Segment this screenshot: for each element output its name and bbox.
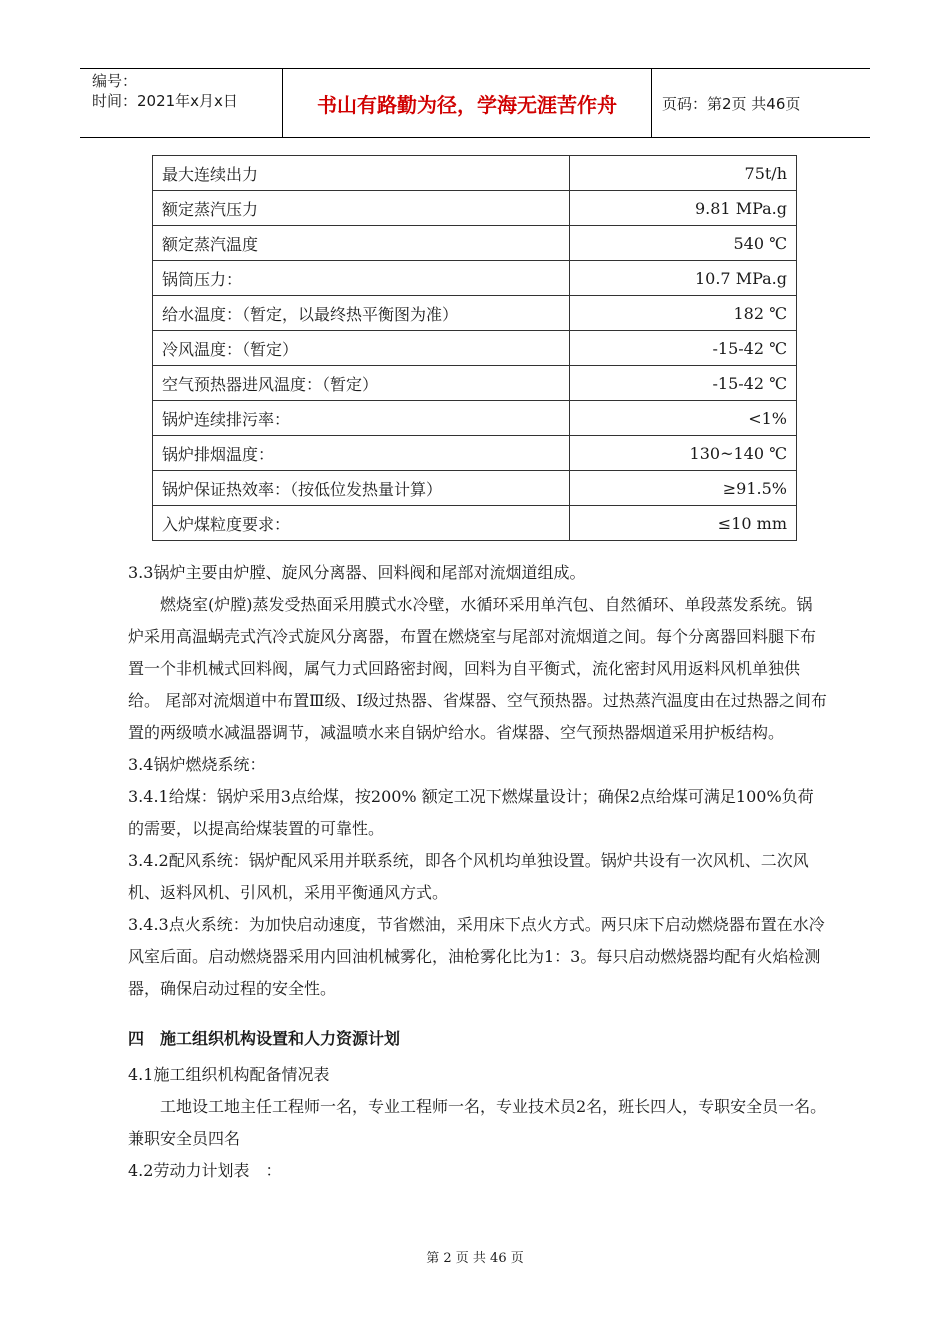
param-value: <1% xyxy=(570,401,797,436)
param-value: ≥91.5% xyxy=(570,471,797,506)
param-label: 冷风温度：（暂定） xyxy=(153,331,570,366)
page-header xyxy=(80,68,870,138)
table-row xyxy=(153,436,797,471)
param-label: 最大连续出力 xyxy=(153,156,570,191)
param-label: 入炉煤粒度要求： xyxy=(153,506,570,541)
param-label: 空气预热器进风温度：（暂定） xyxy=(153,366,570,401)
section-3-4-2: 3.4.2配风系统：锅炉配风采用并联系统，即各个风机均单独设置。锅炉共设有一次风机、二次风机、返料风机、引风机，采用平衡通风方式。 xyxy=(128,851,809,902)
param-value: ≤10 mm xyxy=(570,506,797,541)
header-page-info: 页码：第2页 共46页 xyxy=(662,94,801,113)
param-label: 给水温度：（暂定，以最终热平衡图为准） xyxy=(153,296,570,331)
section-4-1: 4.1施工组织机构配备情况表 xyxy=(128,1065,330,1084)
section-3-4-1: 3.4.1给煤：锅炉采用3点给煤，按200% 额定工况下燃煤量设计；确保2点给煤可满足100%负荷的需要，以提高给煤装置的可靠性。 xyxy=(128,787,814,838)
section-3-4-3: 3.4.3点火系统：为加快启动速度，节省燃油，采用床下点火方式。两只床下启动燃烧器布置在水冷风室后面。启动燃烧器采用内回油机械雾化，油枪雾化比为1：3。每只启动燃烧器均配有火焰检测器，确保启动过程的安全性。 xyxy=(128,915,825,998)
param-label: 锅炉连续排污率： xyxy=(153,401,570,436)
table-row xyxy=(153,331,797,366)
param-value: -15-42 ℃ xyxy=(570,366,797,401)
param-value: 75t/h xyxy=(570,156,797,191)
chapter-4-heading: 四 施工组织机构设置和人力资源计划 xyxy=(128,1029,401,1048)
param-label: 锅筒压力： xyxy=(153,261,570,296)
document-date: 时间：2021年x月x日 xyxy=(92,92,238,110)
param-value: 10.7 MPa.g xyxy=(570,261,797,296)
param-value: 182 ℃ xyxy=(570,296,797,331)
paragraph-4-1: 工地设工地主任工程师一名，专业工程师一名，专业技术员2名，班长四人，专职安全员一名。兼职安全员四名 xyxy=(128,1097,827,1148)
page-footer: 第 2 页 共 46 页 xyxy=(426,1251,524,1266)
table-row xyxy=(153,401,797,436)
paragraph-3-3: 燃烧室(炉膛)蒸发受热面采用膜式水冷壁，水循环采用单汽包、自然循环、单段蒸发系统。锅炉采用高温蜗壳式汽冷式旋风分离器，布置在燃烧室与尾部对流烟道之间。每个分离器回料腿下布置一个非机械式回料阀，属气力式回路密封阀，回料为自平衡式，流化密封风用返料风机单独供给。 尾部对流烟道中布置Ⅲ级、Ⅰ级过热器、省煤器、空气预热器。过热蒸汽温度由在过热器之间布置的两级喷水减温器调节，减温喷水来自锅炉给水。省煤器、空气预热器烟道采用护板结构。 xyxy=(128,595,827,742)
boiler-parameters-table xyxy=(152,155,797,541)
param-label: 锅炉排烟温度： xyxy=(153,436,570,471)
param-value: -15-42 ℃ xyxy=(570,331,797,366)
section-3-4: 3.4锅炉燃烧系统： xyxy=(128,755,266,774)
header-motto: 书山有路勤为径，学海无涯苦作舟 xyxy=(282,69,652,137)
section-3-3: 3.3锅炉主要由炉膛、旋风分离器、回料阀和尾部对流烟道组成。 xyxy=(128,563,586,582)
header-meta xyxy=(80,69,282,137)
param-value: 540 ℃ xyxy=(570,226,797,261)
table-row xyxy=(153,296,797,331)
table-row xyxy=(153,226,797,261)
table-row xyxy=(153,191,797,226)
table-row xyxy=(153,261,797,296)
document-number-label: 编号： xyxy=(92,72,138,90)
param-label: 额定蒸汽压力 xyxy=(153,191,570,226)
table-row xyxy=(153,506,797,541)
document-body xyxy=(128,557,828,1187)
param-value: 130~140 ℃ xyxy=(570,436,797,471)
param-label: 额定蒸汽温度 xyxy=(153,226,570,261)
table-row xyxy=(153,156,797,191)
table-row xyxy=(153,366,797,401)
param-label: 锅炉保证热效率：（按低位发热量计算） xyxy=(153,471,570,506)
table-row xyxy=(153,471,797,506)
section-4-2: 4.2劳动力计划表 ： xyxy=(128,1161,282,1180)
param-value: 9.81 MPa.g xyxy=(570,191,797,226)
